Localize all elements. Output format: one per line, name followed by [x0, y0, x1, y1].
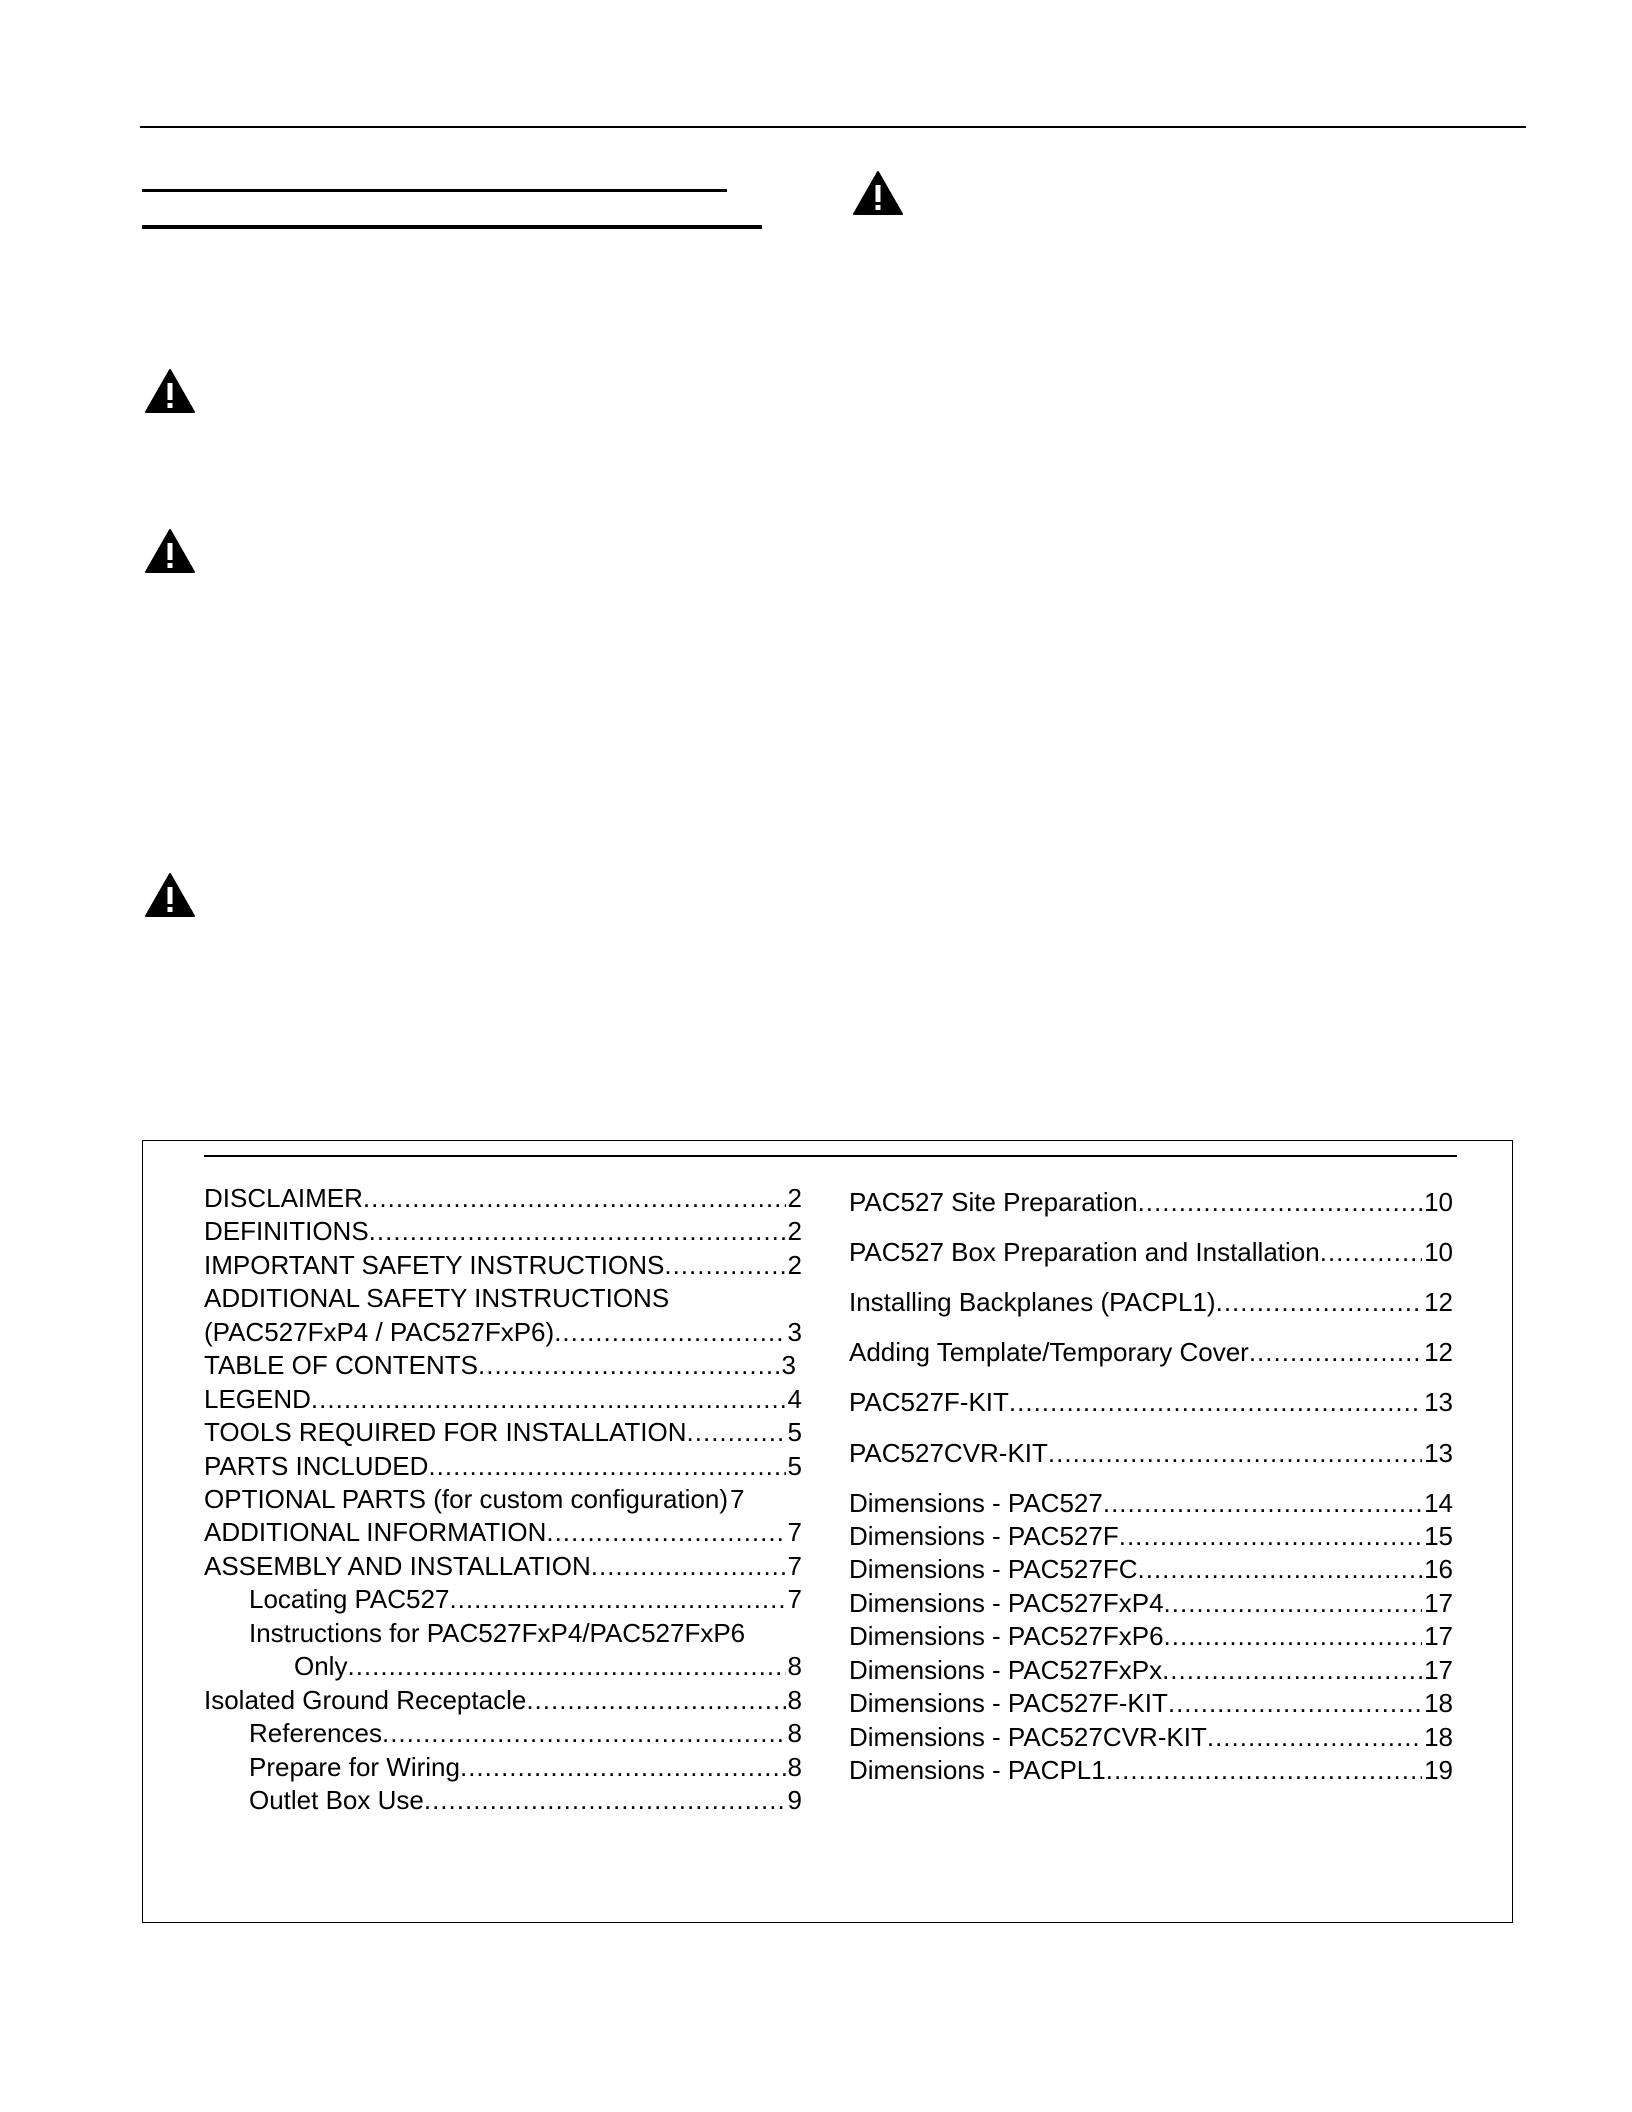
toc-entry[interactable]: [204, 1550, 802, 1582]
toc-entry-page: 18: [1424, 1688, 1453, 1718]
toc-entry[interactable]: [204, 1316, 802, 1348]
toc-rule: [204, 1155, 1457, 1157]
toc-leader: [363, 1182, 786, 1214]
toc-entry-title: ASSEMBLY AND INSTALLATION: [204, 1551, 591, 1581]
toc-leader: [664, 1249, 785, 1281]
toc-leader: [311, 1383, 786, 1415]
toc-entry-page: 2: [787, 1183, 802, 1213]
toc-leader: [347, 1650, 785, 1682]
toc-entry-title: Dimensions - PAC527FxP4: [849, 1588, 1164, 1618]
toc-leader: [449, 1583, 785, 1615]
toc-entry-title: LEGEND: [204, 1384, 311, 1414]
toc-entry-page: 5: [787, 1451, 802, 1481]
toc-leader: [460, 1751, 786, 1783]
toc-leader: [687, 1416, 786, 1448]
header-rule: [140, 126, 1526, 128]
toc-entry[interactable]: [249, 1583, 802, 1615]
toc-entry-page: 10: [1424, 1187, 1453, 1217]
toc-leader: [369, 1215, 786, 1247]
toc-leader: [526, 1684, 785, 1716]
toc-entry-page: 15: [1424, 1521, 1453, 1551]
toc-entry[interactable]: [294, 1650, 802, 1682]
toc-entry[interactable]: [849, 1437, 1453, 1469]
toc-entry-page: 12: [1424, 1287, 1453, 1317]
toc-entry-page: 7: [730, 1484, 745, 1514]
toc-leader: [1138, 1553, 1423, 1585]
toc-entry[interactable]: [204, 1249, 802, 1281]
toc-entry-title: TABLE OF CONTENTS: [204, 1350, 478, 1380]
toc-entry-page: 8: [787, 1651, 802, 1681]
toc-entry-page: 9: [787, 1785, 802, 1815]
warning-triangle-icon: [852, 170, 904, 216]
toc-entry-title: Prepare for Wiring: [249, 1752, 460, 1782]
toc-entry-title: PARTS INCLUDED: [204, 1451, 429, 1481]
toc-entry-page: 18: [1424, 1722, 1453, 1752]
toc-entry[interactable]: [204, 1349, 796, 1381]
toc-leader: [546, 1516, 785, 1548]
toc-entry[interactable]: [249, 1717, 802, 1749]
toc-entry-page: 3: [781, 1350, 796, 1380]
toc-leader: [424, 1784, 786, 1816]
toc-leader: [428, 1450, 785, 1482]
toc-entry[interactable]: [849, 1236, 1453, 1268]
toc-entry[interactable]: [849, 1620, 1453, 1652]
toc-entry[interactable]: [849, 1186, 1453, 1218]
toc-entry-page: 19: [1424, 1755, 1453, 1785]
toc-entry-title: DISCLAIMER: [204, 1183, 363, 1213]
toc-entry-title: Dimensions - PAC527FxP6: [849, 1621, 1164, 1651]
toc-entry[interactable]: [204, 1182, 802, 1214]
toc-entry-title: PAC527CVR-KIT: [849, 1438, 1048, 1468]
toc-entry-page: 17: [1424, 1621, 1453, 1651]
toc-entry-page: 3: [787, 1317, 802, 1347]
toc-entry[interactable]: [204, 1450, 802, 1482]
toc-entry-page: 13: [1424, 1438, 1453, 1468]
toc-leader: [1164, 1620, 1423, 1652]
toc-entry[interactable]: [849, 1386, 1453, 1418]
warning-triangle-icon: [144, 368, 196, 414]
toc-entry-title: (PAC527FxP4 / PAC527FxP6): [204, 1317, 555, 1347]
toc-entry[interactable]: [249, 1751, 802, 1783]
toc-entry-page: 16: [1424, 1554, 1453, 1584]
toc-entry[interactable]: [204, 1684, 802, 1716]
toc-entry-page: 10: [1424, 1237, 1453, 1267]
toc-entry-page: 17: [1424, 1655, 1453, 1685]
toc-entry-page: 13: [1424, 1387, 1453, 1417]
toc-entry-title: ADDITIONAL INFORMATION: [204, 1517, 547, 1547]
toc-entry-title: Dimensions - PAC527FC: [849, 1554, 1138, 1584]
toc-leader: [1216, 1286, 1422, 1318]
toc-entry-title: Dimensions - PACPL1: [849, 1755, 1106, 1785]
toc-entry-title: Adding Template/Temporary Cover: [849, 1337, 1249, 1367]
toc-entry-title: Locating PAC527: [249, 1584, 450, 1614]
toc-entry-title[interactable]: Instructions for PAC527FxP4/PAC527FxP6: [249, 1618, 746, 1648]
toc-leader: [1320, 1236, 1422, 1268]
toc-entry-page: 8: [787, 1685, 802, 1715]
toc-entry[interactable]: [849, 1553, 1453, 1585]
toc-leader: [1249, 1336, 1422, 1368]
toc-entry[interactable]: [849, 1687, 1453, 1719]
toc-leader: [1207, 1721, 1422, 1753]
toc-entry-title: OPTIONAL PARTS (for custom configuration): [204, 1484, 729, 1514]
toc-leader: [1119, 1520, 1422, 1552]
toc-entry-page: 17: [1424, 1588, 1453, 1618]
toc-entry-page: 7: [787, 1551, 802, 1581]
toc-leader: [1106, 1754, 1422, 1786]
toc-leader: [554, 1316, 785, 1348]
warning-triangle-icon: [144, 872, 196, 918]
toc-entry-page: 12: [1424, 1337, 1453, 1367]
toc-entry-title: DEFINITIONS: [204, 1216, 369, 1246]
toc-entry[interactable]: [849, 1487, 1453, 1519]
toc-entry-title: PAC527F-KIT: [849, 1387, 1009, 1417]
toc-entry-title: Dimensions - PAC527CVR-KIT: [849, 1722, 1207, 1752]
toc-entry-title: PAC527 Site Preparation: [849, 1187, 1138, 1217]
toc-entry-page: 14: [1424, 1488, 1453, 1518]
toc-entry-title: Dimensions - PAC527FxPx: [849, 1655, 1163, 1685]
toc-entry[interactable]: [849, 1587, 1453, 1619]
toc-entry[interactable]: [849, 1520, 1453, 1552]
toc-entry-title: Dimensions - PAC527F-KIT: [849, 1688, 1168, 1718]
toc-entry-page: 8: [787, 1718, 802, 1748]
toc-entry-page: 8: [787, 1752, 802, 1782]
toc-leader: [382, 1717, 786, 1749]
toc-leader: [1103, 1487, 1422, 1519]
toc-entry-title: Dimensions - PAC527F: [849, 1521, 1119, 1551]
toc-entry-page: 7: [787, 1584, 802, 1614]
toc-leader: [1168, 1687, 1422, 1719]
toc-leader: [1048, 1437, 1422, 1469]
toc-entry[interactable]: [849, 1654, 1453, 1686]
toc-entry-title: PAC527 Box Preparation and Installation: [849, 1237, 1320, 1267]
toc-entry-page: 7: [787, 1517, 802, 1547]
toc-leader: [1009, 1386, 1422, 1418]
toc-entry-title: References: [249, 1718, 382, 1748]
toc-entry-page: 2: [787, 1216, 802, 1246]
section-title-rule-top: [142, 189, 727, 192]
toc-leader: [1164, 1587, 1423, 1619]
toc-entry-title: Installing Backplanes (PACPL1): [849, 1287, 1216, 1317]
toc-entry[interactable]: [204, 1383, 802, 1415]
toc-entry-page: 2: [787, 1250, 802, 1280]
toc-leader: [478, 1349, 780, 1381]
toc-leader: [1138, 1186, 1423, 1218]
toc-leader: [1162, 1654, 1422, 1686]
toc-entry[interactable]: [204, 1483, 802, 1515]
toc-entry[interactable]: [849, 1754, 1453, 1786]
toc-entry-title: Isolated Ground Receptacle: [204, 1685, 527, 1715]
toc-leader: [591, 1550, 786, 1582]
toc-entry-title[interactable]: ADDITIONAL SAFETY INSTRUCTIONS: [204, 1283, 670, 1313]
toc-entry[interactable]: [204, 1516, 802, 1548]
toc-entry-title: Dimensions - PAC527: [849, 1488, 1103, 1518]
toc-entry[interactable]: [849, 1286, 1453, 1318]
toc-entry-title: Outlet Box Use: [249, 1785, 424, 1815]
toc-entry-title: Only: [294, 1651, 348, 1681]
toc-entry[interactable]: [249, 1784, 802, 1816]
toc-entry[interactable]: [849, 1336, 1453, 1368]
warning-triangle-icon: [144, 528, 196, 574]
toc-entry-title: IMPORTANT SAFETY INSTRUCTIONS: [204, 1250, 665, 1280]
section-title-rule-bottom: [142, 225, 762, 229]
toc-entry[interactable]: [849, 1721, 1453, 1753]
toc-entry-title: TOOLS REQUIRED FOR INSTALLATION: [204, 1417, 687, 1447]
table-of-contents: [142, 1140, 1513, 1923]
toc-entry[interactable]: [204, 1416, 802, 1448]
toc-entry-page: 5: [787, 1417, 802, 1447]
toc-entry-page: 4: [787, 1384, 802, 1414]
toc-entry[interactable]: [204, 1215, 802, 1247]
